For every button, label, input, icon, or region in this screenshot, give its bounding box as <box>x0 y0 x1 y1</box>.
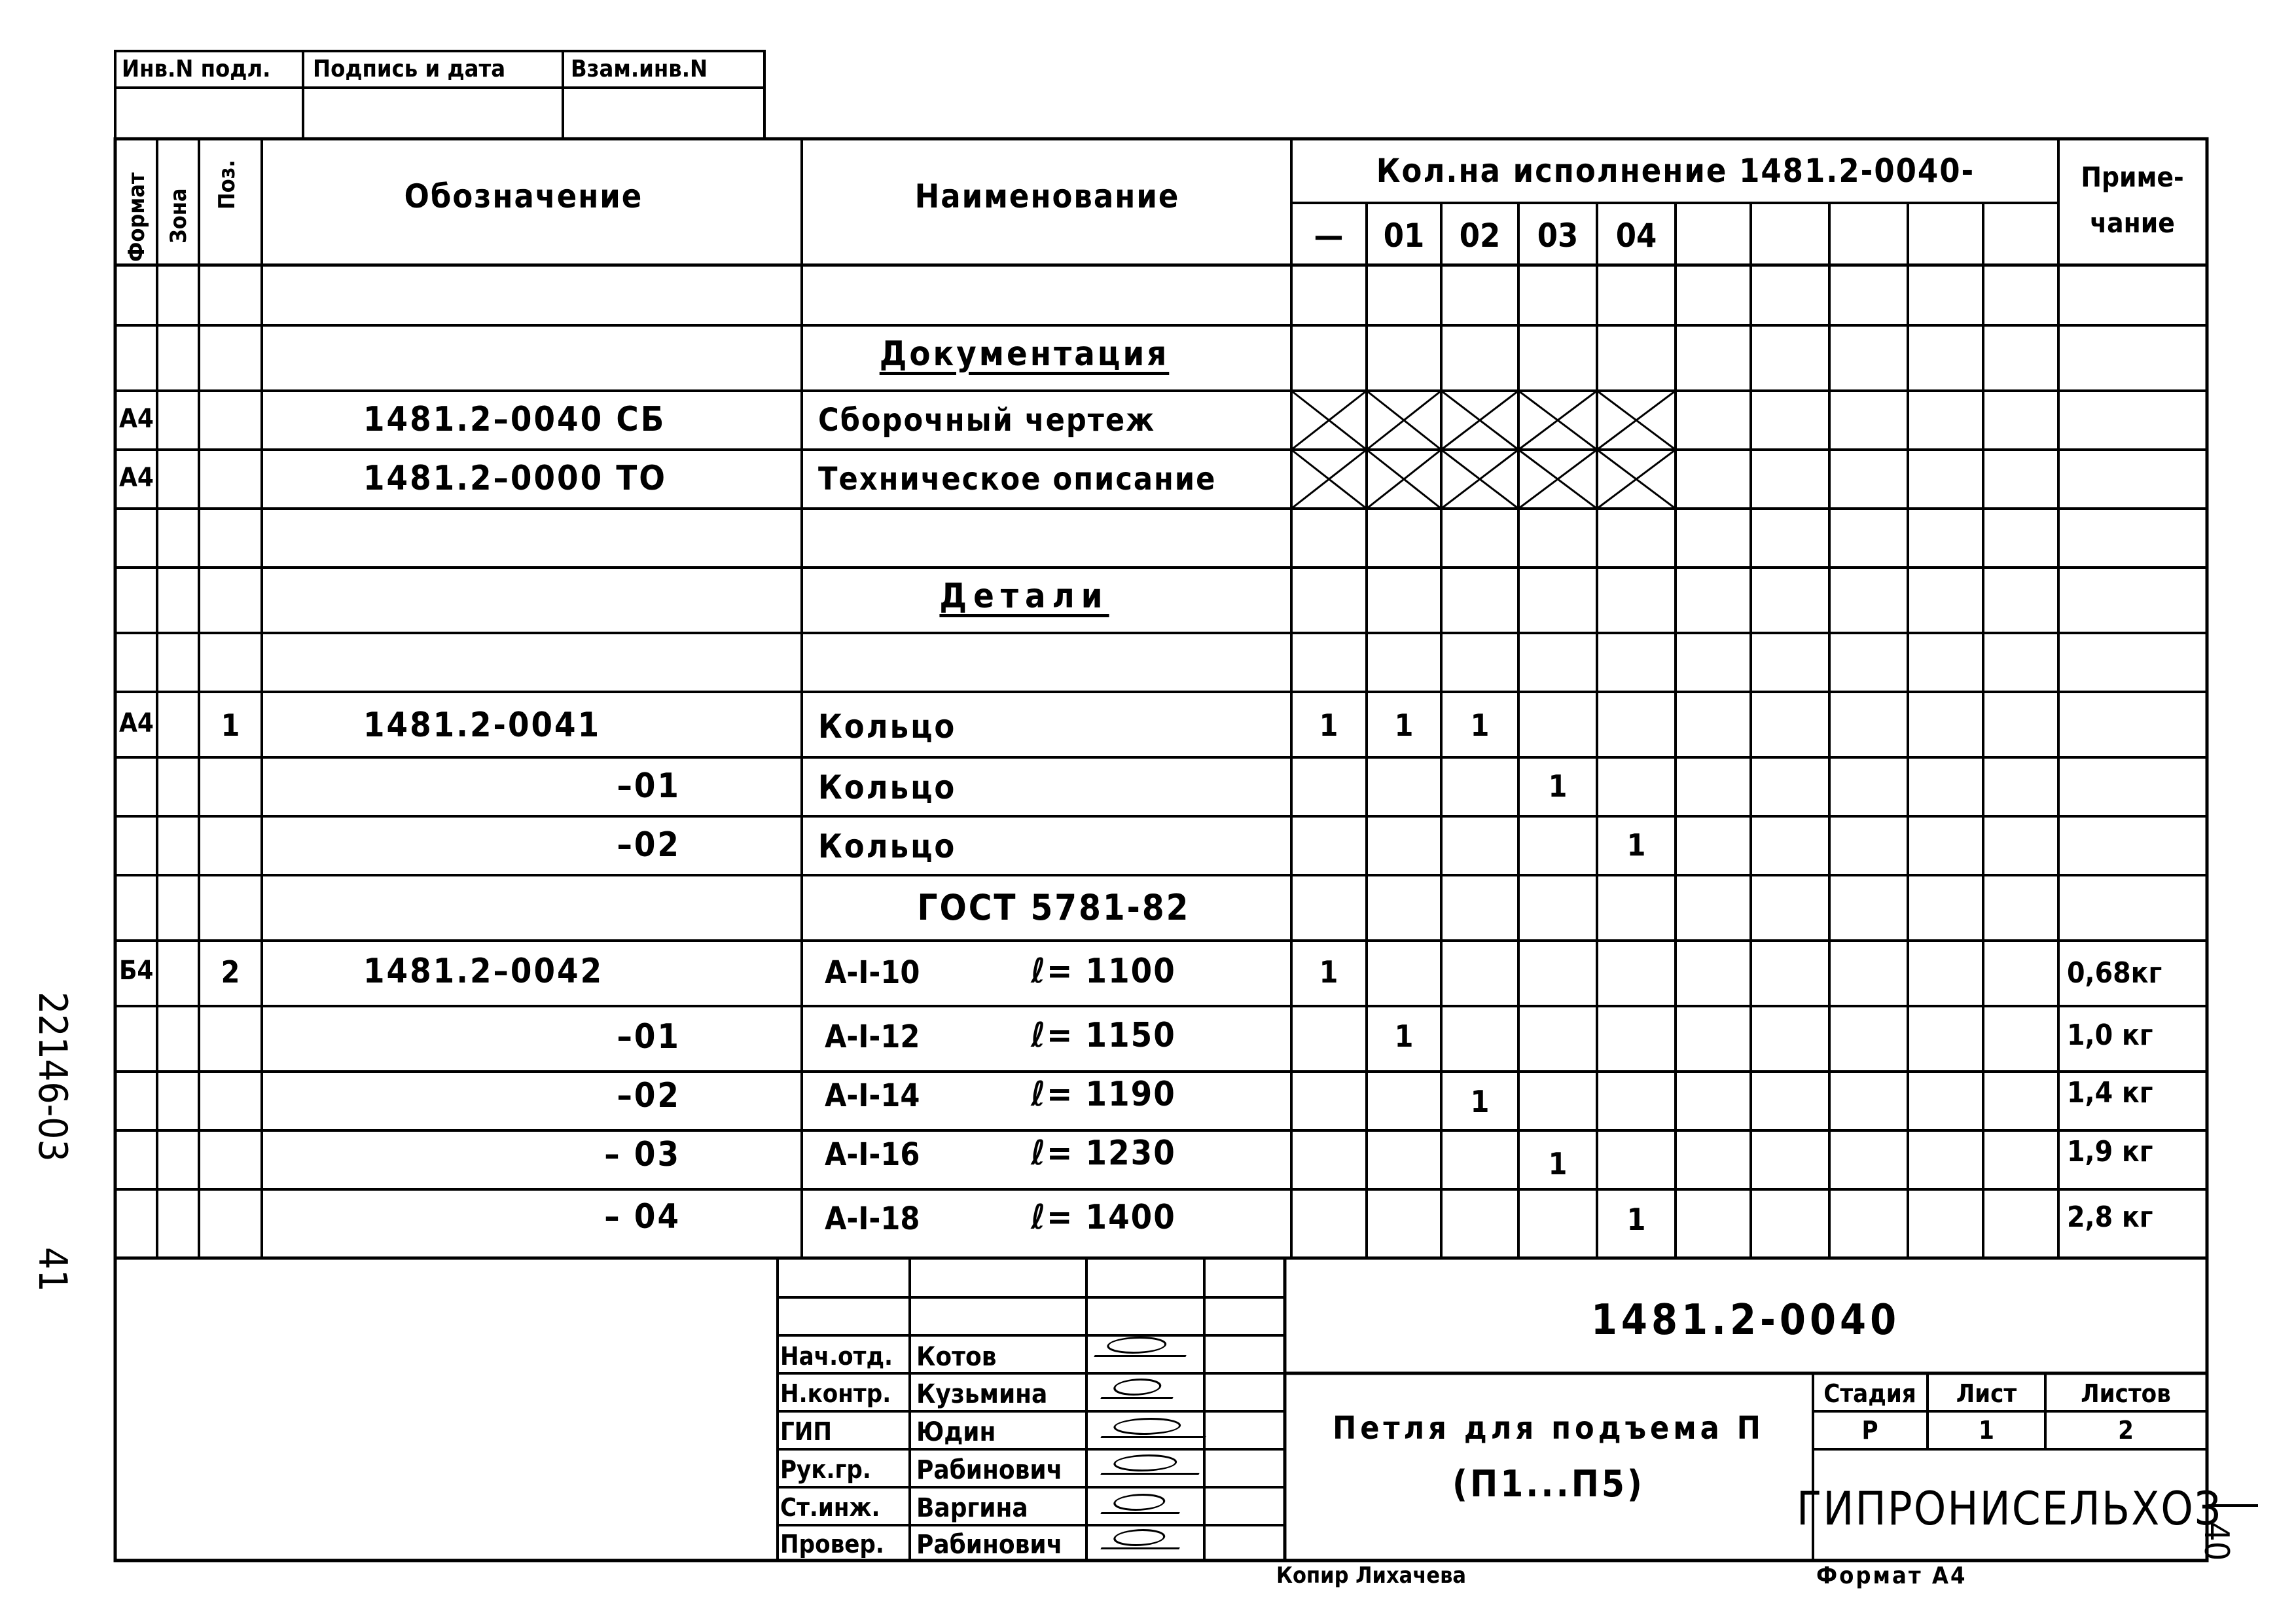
sheets-label: Листов <box>2081 1379 2171 1408</box>
bar-row-designation: – 04 <box>604 1197 681 1236</box>
ring-row-poz: 1 <box>221 708 240 743</box>
bar-row-format: Б4 <box>119 956 154 986</box>
ring-row-designation: 1481.2-0041 <box>363 706 601 745</box>
person-name: Юдин <box>916 1417 996 1447</box>
bar-row-note: 1,0 кг <box>2067 1019 2153 1052</box>
bar-row-name: А-I-16 <box>825 1136 920 1173</box>
header-exec: 04 <box>1615 217 1657 255</box>
header-format: Формат <box>124 172 150 262</box>
role-label: Рук.гр. <box>780 1455 871 1484</box>
stage-value: Р <box>1861 1416 1878 1445</box>
role-label: Ст.инж. <box>780 1493 880 1522</box>
bar-row-note: 2,8 кг <box>2067 1200 2153 1234</box>
signature <box>1100 1451 1210 1475</box>
person-name: Котов <box>916 1342 997 1372</box>
bar-row-name: А-I-12 <box>825 1019 920 1055</box>
role-label: Нач.отд. <box>780 1342 893 1371</box>
signature <box>1100 1375 1183 1399</box>
organization-name: ГИПРОНИСЕЛЬХОЗ <box>1796 1482 2223 1536</box>
bar-row-designation: –01 <box>617 1017 681 1056</box>
person-name: Рабинович <box>916 1455 1063 1485</box>
doc-row-name: Сборочный чертеж <box>818 402 1156 439</box>
signature <box>1100 1490 1190 1514</box>
role-label: ГИП <box>780 1417 833 1446</box>
signature <box>1094 1333 1196 1357</box>
stamp-signature-date: Подпись и дата <box>313 56 506 82</box>
doc-row-format: А4 <box>119 404 154 434</box>
bar-row-qty: 1 <box>1319 954 1338 990</box>
person-name: Рабинович <box>916 1530 1063 1560</box>
ring-row-qty: 1 <box>1319 708 1338 743</box>
bar-row-name: А-I-14 <box>825 1077 920 1114</box>
bar-row-length: ℓ= 1400 <box>1031 1198 1176 1237</box>
bar-row-note: 1,9 кг <box>2067 1135 2153 1168</box>
header-kol-title: Кол.на исполнение 1481.2-0040- <box>1376 152 1975 190</box>
bar-row-note: 1,4 кг <box>2067 1076 2153 1110</box>
drawing-title: Петля для подъема П <box>1333 1410 1765 1447</box>
bar-row-qty: 1 <box>1470 1084 1490 1119</box>
bar-row-designation: –02 <box>617 1076 681 1115</box>
ring-row-qty: 1 <box>1626 827 1646 863</box>
signature <box>1100 1414 1216 1438</box>
ring-row-name: Кольцо <box>818 708 957 746</box>
header-exec: — <box>1314 217 1344 255</box>
header-prim-1: Приме- <box>2081 161 2184 193</box>
header-prim-2: чание <box>2090 207 2175 239</box>
album-number: 22146-03 <box>29 992 75 1162</box>
gost-reference: ГОСТ 5781-82 <box>917 887 1191 928</box>
bar-row-name: А-I-18 <box>825 1200 920 1237</box>
doc-row-name: Техническое описание <box>818 461 1217 497</box>
ring-row-name: Кольцо <box>818 827 957 865</box>
ring-row-qty: 1 <box>1394 708 1414 743</box>
header-exec: 01 <box>1383 217 1425 255</box>
bar-row-designation: 1481.2–0042 <box>363 952 604 991</box>
sheet-number: 40 <box>2197 1522 2236 1561</box>
role-label: Н.контр. <box>780 1379 891 1408</box>
ring-row-name: Кольцо <box>818 768 957 806</box>
bar-row-qty: 1 <box>1394 1019 1414 1054</box>
stage-label: Стадия <box>1823 1379 1916 1408</box>
sheets-value: 2 <box>2118 1416 2134 1445</box>
doc-row-designation: 1481.2–0000 ТО <box>363 459 668 498</box>
footer-kopir: Копир Лихачева <box>1276 1562 1467 1589</box>
person-name: Кузьмина <box>916 1379 1048 1409</box>
bar-row-length: ℓ= 1150 <box>1031 1016 1176 1055</box>
bar-row-length: ℓ= 1230 <box>1031 1134 1176 1173</box>
signature <box>1100 1525 1190 1549</box>
section-details: Детали <box>939 577 1109 616</box>
bar-row-qty: 1 <box>1548 1146 1568 1182</box>
bar-row-note: 0,68кг <box>2067 956 2162 990</box>
bar-row-qty: 1 <box>1626 1202 1646 1237</box>
ring-row-designation: –01 <box>617 767 681 806</box>
sheet-value: 1 <box>1979 1416 1994 1445</box>
header-exec: 03 <box>1537 217 1579 255</box>
bar-row-poz: 2 <box>221 954 240 990</box>
footer-format: Формат А4 <box>1816 1562 1967 1589</box>
header-poz: Поз. <box>214 159 240 209</box>
header-naimenovanie: Наименование <box>914 177 1180 215</box>
stamp-vzam-inv: Взам.инв.N <box>571 56 708 82</box>
bar-row-designation: – 03 <box>604 1135 681 1174</box>
sheet-label: Лист <box>1956 1379 2017 1408</box>
header-oboznachenie: Обозначение <box>404 177 643 215</box>
doc-row-format: А4 <box>119 463 154 493</box>
drawing-subtitle: (П1...П5) <box>1452 1463 1645 1506</box>
section-documentation: Документация <box>879 334 1170 374</box>
drawing-designation: 1481.2-0040 <box>1590 1296 1901 1344</box>
bar-row-name: А-I-10 <box>825 954 920 991</box>
doc-row-designation: 1481.2–0040 СБ <box>363 400 666 439</box>
header-zona: Зона <box>166 188 192 244</box>
ring-row-designation: –02 <box>617 825 681 865</box>
header-exec: 02 <box>1459 217 1501 255</box>
ring-row-format: А4 <box>119 708 154 738</box>
stamp-inv-podl: Инв.N подл. <box>122 56 271 82</box>
role-label: Провер. <box>780 1530 884 1559</box>
bar-row-length: ℓ= 1100 <box>1031 952 1176 991</box>
album-page: 41 <box>29 1247 75 1292</box>
ring-row-qty: 1 <box>1548 768 1568 804</box>
bar-row-length: ℓ= 1190 <box>1031 1075 1176 1114</box>
ring-row-qty: 1 <box>1470 708 1490 743</box>
person-name: Варгина <box>916 1493 1028 1523</box>
